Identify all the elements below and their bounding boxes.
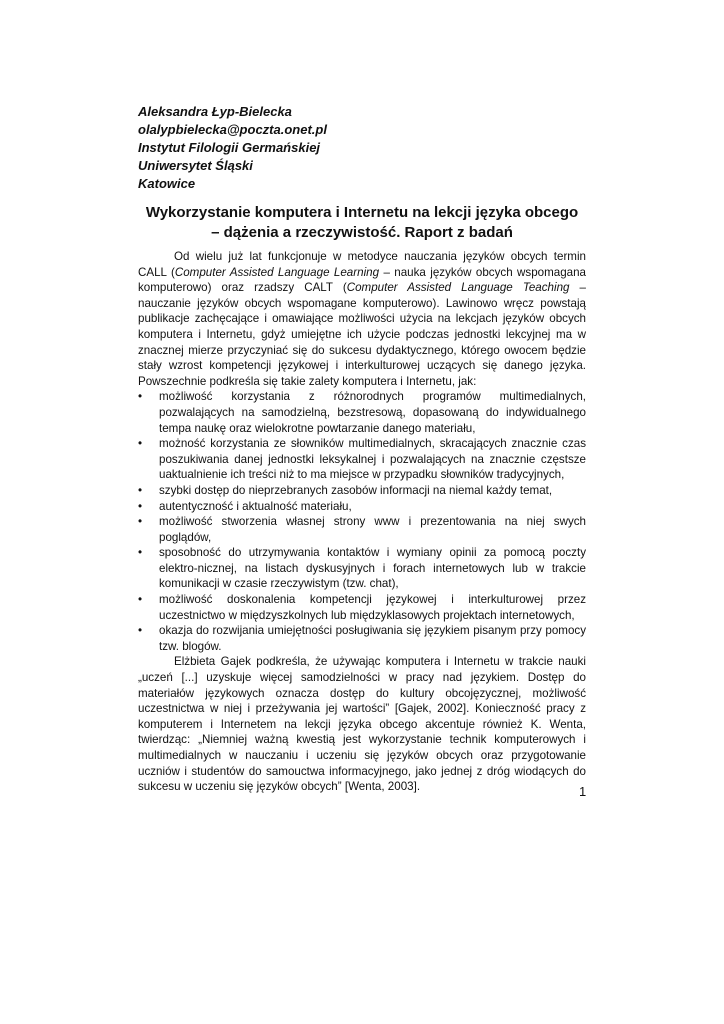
list-item	[138, 436, 586, 483]
bullet-icon: •	[138, 437, 143, 451]
paragraph-intro-text-1: Od wielu już lat funkcjonuje w metodyce nauczania języków obcych termin CALL (	[138, 250, 586, 279]
list-item-text: możność korzystania ze słowników multimedialnych, skracających znacznie czas poszukiwania danej jednostki leksykalnej i pozwalających na znacznie częstsze uaktualnienie ich treści niż to ma miejsce w przypadku słowników tradycyjnych,	[159, 437, 586, 482]
list-item-text: sposobność do utrzymywania kontaktów i wymiany opinii za pomocą poczty elektro-nicznej, na listach dyskusyjnych i forach internetowych lub w trakcie komunikacji w czasie rzeczywistym (tzw. chat),	[159, 546, 586, 591]
author-university: Uniwersytet Śląski	[138, 158, 253, 173]
bullet-icon: •	[138, 390, 143, 404]
author-name: Aleksandra Łyp-Bielecka	[138, 104, 292, 119]
paragraph-intro-text-2: – nauka języków obcych wspomagana komputerowo) oraz rzadszy CALT (	[138, 265, 587, 295]
bullet-icon: •	[138, 593, 143, 607]
list-item	[138, 499, 586, 515]
author-email: olalypbielecka@poczta.onet.pl	[138, 122, 327, 137]
title-line-1: Wykorzystanie komputera i Internetu na lekcji języka obcego	[145, 204, 579, 221]
list-item	[138, 389, 586, 436]
title-line-2: – dążenia a rzeczywistość. Raport z badań	[211, 224, 513, 241]
list-item	[138, 545, 586, 592]
bullet-icon: •	[138, 483, 143, 497]
body-text	[138, 249, 586, 795]
bullet-icon: •	[138, 624, 143, 638]
paragraph-intro	[138, 249, 586, 389]
author-city: Katowice	[138, 176, 196, 191]
paragraph-citations: Elżbieta Gajek podkreśla, że używając komputera i Internetu w trakcie nauki „uczeń [...] uzyskuje więcej samodzielności w pracy nad językiem. Dostęp do materiałów językowych oznacza dostęp do kultury obcojęzycznej, możliwość uczestnictwa w niej i przeżywania jej wartości” [Gajek, 2002]. Konieczność pracy z komputerem i Internetem na lekcji języka obcego akcentuje również K. Wenta, twierdząc: „Niemniej ważną kwestią jest wykorzystanie technik komputerowych i multimedialnych w nauczaniu i uczeniu się języków obcych oraz przygotowanie uczniów i studentów do samouctwa informacyjnego, jako jednej z dróg wiodących do sukcesu w uczeniu się języków obcych” [Wenta, 2003].	[138, 655, 586, 794]
list-item	[138, 514, 586, 545]
advantages-list	[138, 389, 586, 654]
author-institute: Instytut Filologii Germańskiej	[138, 140, 321, 155]
page-number: 1	[579, 784, 587, 799]
calt-expansion: Computer Assisted Language Teaching	[346, 281, 570, 295]
bullet-icon: •	[138, 499, 143, 513]
list-item-text: okazja do rozwijania umiejętności posługiwania się językiem pisanym przy pomocy tzw. blogów.	[159, 624, 586, 653]
bullet-icon: •	[138, 515, 143, 529]
list-item-text: możliwość stworzenia własnej strony www i prezentowania na niej swych poglądów,	[159, 515, 586, 544]
list-item	[138, 483, 586, 499]
list-item-text: autentyczność i aktualność materiału,	[159, 499, 352, 513]
call-expansion: Computer Assisted Language Learning	[174, 265, 380, 279]
author-block	[138, 103, 498, 193]
paper-title	[138, 203, 586, 243]
list-item-text: możliwość doskonalenia kompetencji językowej i interkulturowej przez uczestnictwo w międzyszkolnych lub międzyklasowych projektach internetowych,	[159, 593, 586, 622]
bullet-icon: •	[138, 546, 143, 560]
list-item	[138, 623, 586, 654]
list-item-text: możliwość korzystania z różnorodnych programów multimedialnych, pozwalających na samodzielną, bezstresową, dopasowaną do indywidualnego tempa naukę oraz wielokrotne powtarzanie danego materiału,	[159, 390, 586, 435]
paragraph-intro-text-3: – nauczanie języków obcych wspomagane komputerowo). Lawinowo wręcz powstają publikacje zachęcające i omawiające możliwości użycia na lekcjach języków obcych komputera i Internetu, gdyż umiejętne ich użycie podczas jednostki lekcyjnej ma w znacznej mierze przyczyniać się do sukcesu dydaktycznego, którego owocem będzie stały wzrost kompetencji językowej i interkulturowej uczących się danego języka. Powszechnie podkreśla się takie zalety komputera i Internetu, jak:	[138, 281, 586, 388]
list-item	[138, 592, 586, 623]
list-item-text: szybki dostęp do nieprzebranych zasobów informacji na niemal każdy temat,	[159, 483, 553, 497]
